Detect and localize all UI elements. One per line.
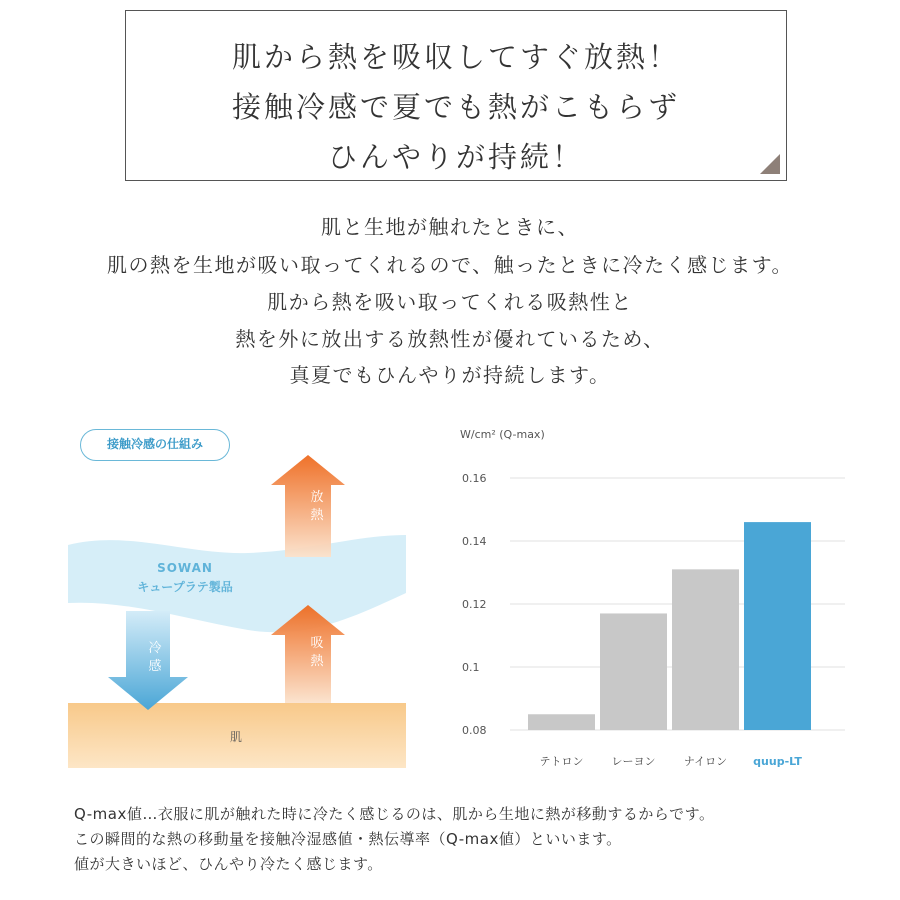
y-tick-label: 0.1 [462,661,480,674]
intro-line-1: 肌と生地が触れたときに、 [321,215,579,239]
bar [528,714,595,730]
intro-line-2: 肌の熱を生地が吸い取ってくれるので、触ったときに冷たく感じます。 [107,253,793,277]
absorb-label-2: 熱 [310,654,324,669]
release-arrow-icon [271,455,345,557]
bar [744,522,811,730]
qmax-bar-chart [440,418,860,788]
footer-line-1: Q-max値…衣服に肌が触れた時に冷たく感じるのは、肌から生地に熱が移動するからです。 [74,805,715,823]
skin-label: 肌 [229,730,243,744]
intro-line-5: 真夏でもひんやりが持続します。 [289,363,611,387]
bar [672,569,739,730]
y-tick-label: 0.12 [462,598,487,611]
cool-label-1: 冷 [148,641,162,656]
x-tick-label: ナイロン [683,755,728,768]
footer-line-3: 値が大きいほど、ひんやり冷たく感じます。 [74,855,383,873]
diagram-graphic [68,425,408,770]
intro-line-4: 熱を外に放出する放熱性が優れているため、 [235,327,665,351]
release-label-2: 熱 [310,508,324,523]
footer-line-2: この瞬間的な熱の移動量を接触冷湿感値・熱伝導率（Q-max値）といいます。 [74,830,622,848]
x-tick-label: レーヨン [611,755,656,768]
intro-line-3: 肌から熱を吸い取ってくれる吸熱性と [267,290,633,314]
headline-line-3: ひんやりが持続！ [327,140,584,174]
cooling-mechanism-diagram [68,425,408,770]
y-tick-label: 0.16 [462,472,487,485]
fabric-brand-label: SOWAN [157,561,213,575]
headline-line-1: 肌から熱を吸収してすぐ放熱！ [231,40,680,74]
fabric-name-label: キュープラテ製品 [137,580,233,594]
cool-label-2: 感 [148,659,162,674]
headline-box [125,10,787,181]
y-tick-label: 0.08 [462,724,487,737]
corner-triangle-icon [760,154,780,174]
x-tick-label: テトロン [539,755,584,768]
y-axis-title: W/cm² (Q-max) [460,428,545,441]
fabric-wave [68,535,406,632]
x-tick-label: quup-LT [753,755,802,768]
mechanism-badge: 接触冷感の仕組み [80,429,230,461]
absorb-label-1: 吸 [310,636,324,651]
release-label-1: 放 [310,490,324,505]
y-tick-label: 0.14 [462,535,487,548]
chart-svg [440,418,860,788]
headline-line-2: 接触冷感で夏でも熱がこもらず [231,90,680,124]
bar [600,613,667,730]
